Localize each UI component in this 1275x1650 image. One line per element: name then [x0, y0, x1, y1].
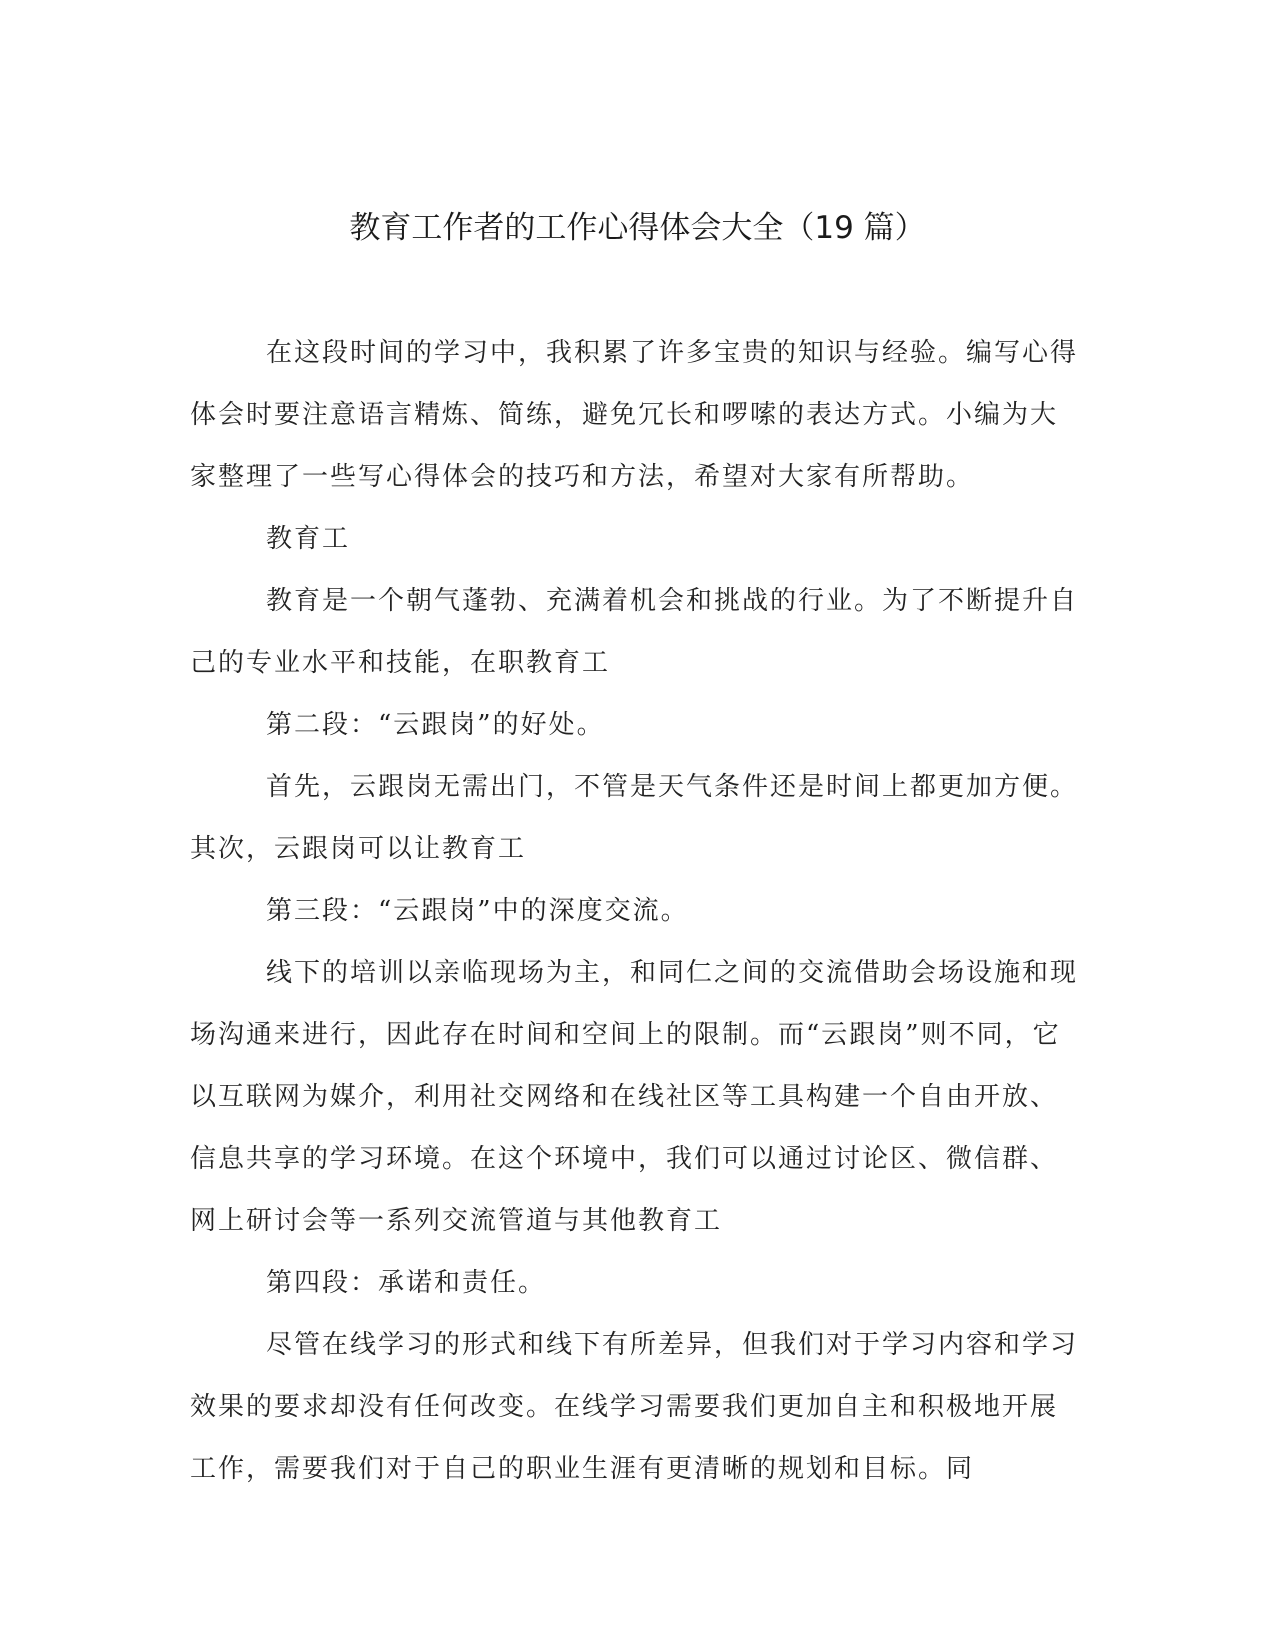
document-body	[190, 322, 1085, 1500]
paragraph-benefits: 首先，云跟岗无需出门，不管是天气条件还是时间上都更加方便。其次，云跟岗可以让教育工	[190, 772, 1079, 864]
section-heading-4: 第四段：承诺和责任。	[266, 1268, 547, 1298]
paragraph-industry: 教育是一个朝气蓬勃、充满着机会和挑战的行业。为了不断提升自己的专业水平和技能，在职教育工	[190, 586, 1079, 678]
document-title: 教育工作者的工作心得体会大全（19 篇）	[349, 210, 926, 246]
paragraph-exchange: 线下的培训以亲临现场为主，和同仁之间的交流借助会场设施和现场沟通来进行，因此存在时间和空间上的限制。而“云跟岗”则不同，它以互联网为媒介，利用社交网络和在线社区等工具构建一个自由开放、信息共享的学习环境。在这个环境中，我们可以通过讨论区、微信群、网上研讨会等一系列交流管道与其他教育工	[190, 958, 1079, 1236]
paragraph-intro: 在这段时间的学习中，我积累了许多宝贵的知识与经验。编写心得体会时要注意语言精炼、简练，避免冗长和啰嗦的表达方式。小编为大家整理了一些写心得体会的技巧和方法，希望对大家有所帮助。	[190, 338, 1079, 492]
paragraph-heading-education: 教育工	[266, 524, 351, 554]
section-heading-3: 第三段：“云跟岗”中的深度交流。	[266, 896, 689, 926]
section-heading-2: 第二段：“云跟岗”的好处。	[266, 710, 605, 740]
paragraph-commitment: 尽管在线学习的形式和线下有所差异，但我们对于学习内容和学习效果的要求却没有任何改变。在线学习需要我们更加自主和积极地开展工作，需要我们对于自己的职业生涯有更清晰的规划和目标。同	[190, 1330, 1079, 1484]
